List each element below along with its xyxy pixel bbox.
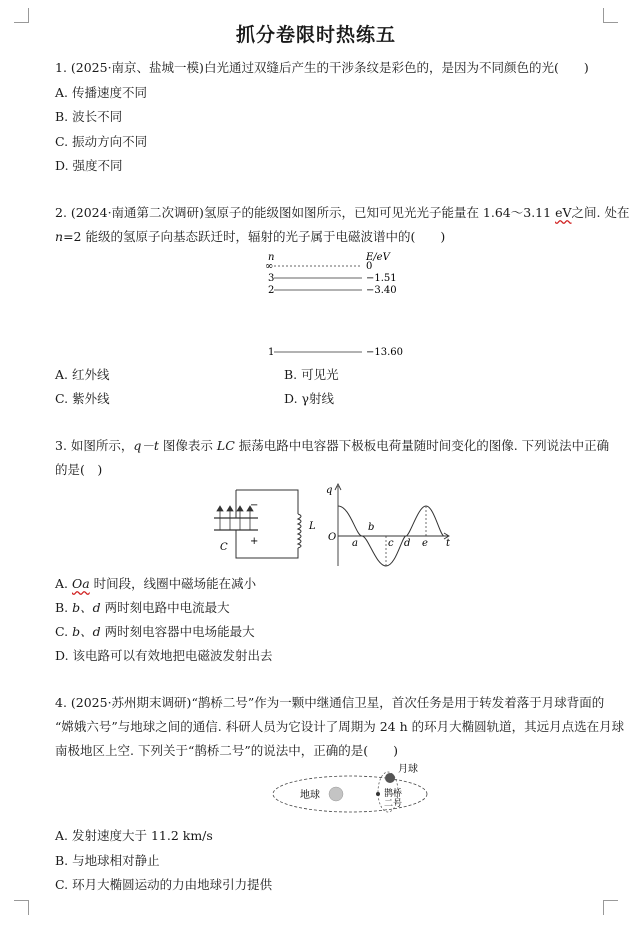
q3-qt-symbol: q－t xyxy=(133,438,159,453)
level-e-2: −3.40 xyxy=(366,285,397,296)
q4-stem-line3: 南极地区上空. 下列关于“鹊桥二号”的说法中，正确的是( ) xyxy=(55,743,398,758)
point-a: a xyxy=(352,538,358,549)
q4-option-c: C. 环月大椭圆运动的力由地球引力提供 xyxy=(55,877,273,892)
earth-icon xyxy=(329,787,343,801)
moon-label: 月球 xyxy=(398,764,418,775)
earth-orbit xyxy=(273,776,427,812)
q3-option-a xyxy=(55,574,256,592)
q2-option-b: B. 可见光 xyxy=(284,367,339,382)
q1-option-b: B. 波长不同 xyxy=(55,109,123,124)
q2-option-a: A. 红外线 xyxy=(55,367,110,382)
point-e: e xyxy=(422,538,428,549)
satellite-label-2: 二号 xyxy=(384,799,403,809)
q3-option-b xyxy=(55,598,230,616)
q4-option-b: B. 与地球相对静止 xyxy=(55,853,160,868)
circuit-wire xyxy=(236,490,298,558)
q2-option-d: D. γ射线 xyxy=(284,391,334,406)
q1-stem: 1. (2025·南京、盐城一模)白光通过双缝后产生的干涉条纹是彩色的，是因为不同颜色的光( ) xyxy=(55,60,589,75)
q2-stem-line2 xyxy=(55,227,445,245)
t-axis-label: t xyxy=(446,538,451,549)
q2-n-symbol: n xyxy=(55,229,64,244)
satellite-icon xyxy=(376,792,380,796)
q3-stem-line1 xyxy=(55,436,609,454)
q3-option-c-letter: C. xyxy=(55,624,73,639)
q3-stem-mid: 图像表示 xyxy=(158,438,217,453)
q3-stem-line2: 的是( ) xyxy=(55,462,103,477)
q1-option-c: C. 振动方向不同 xyxy=(55,134,148,149)
q1-option-a: A. 传播速度不同 xyxy=(55,85,147,100)
q2-unit-ev: eV xyxy=(555,205,572,220)
energy-level-diagram xyxy=(262,250,412,362)
q3-option-b-letter: B. xyxy=(55,600,73,615)
q4-stem-line1: 4. (2025·苏州期末调研)“鹊桥二号”作为一颗中继通信卫星，首次任务是用于转发着落于月球背面的 xyxy=(55,695,605,710)
crop-mark-bottom-right xyxy=(603,900,618,915)
q3-option-a-text: 时间段，线圈中磁场能在减小 xyxy=(89,576,257,591)
q3-option-c-symbol: b、d xyxy=(72,624,101,639)
level-n-3: 3 xyxy=(268,273,275,284)
q-axis-label: q xyxy=(326,485,333,496)
q3-stem-tail: 振荡电路中电容器下极板电荷量随时间变化的图像. 下列说法中正确 xyxy=(234,438,610,453)
q2-option-c: C. 紫外线 xyxy=(55,391,110,406)
level-n-2: 2 xyxy=(268,285,275,296)
q3-stem-text: 3. 如图所示， xyxy=(55,438,134,453)
lc-circuit-figure xyxy=(210,480,460,568)
origin-label: O xyxy=(328,532,337,543)
energy-n-header: n xyxy=(268,252,275,263)
q2-stem-line1 xyxy=(55,203,629,221)
q2-stem-tail: 之间. 处在 xyxy=(571,205,630,220)
q3-option-a-letter: A. xyxy=(55,576,72,591)
q4-option-a: A. 发射速度大于 11.2 km/s xyxy=(55,828,213,843)
page-title: 抓分卷限时热练五 xyxy=(235,24,396,46)
earth-label: 地球 xyxy=(300,790,320,801)
inductor-label: L xyxy=(309,521,316,532)
level-e-3: −1.51 xyxy=(366,273,397,284)
q3-option-c-text: 两时刻电容器中电场能最大 xyxy=(100,624,255,639)
capacitor-plus: + xyxy=(250,536,259,547)
point-b: b xyxy=(368,522,375,533)
q2-stem-text: 2. (2024·南通第二次调研)氢原子的能级图如图所示，已知可见光光子能量在 1.64～3.11 xyxy=(55,205,556,220)
point-d: d xyxy=(404,538,411,549)
point-c: c xyxy=(388,538,394,549)
q3-lc-symbol: LC xyxy=(216,438,235,453)
q3-option-a-symbol: Oa xyxy=(71,576,90,591)
level-e-inf: 0 xyxy=(366,261,373,272)
q3-option-d-text: 该电路可以有效地把电磁波发射出去 xyxy=(72,648,273,663)
q3-option-d-letter: D. xyxy=(55,648,73,663)
capacitor-label: C xyxy=(220,542,228,553)
level-n-inf: ∞ xyxy=(265,261,274,272)
q4-stem-line2: “嫦娥六号”与地球之间的通信. 科研人员为它设计了周期为 24 h 的环月大椭圆轨道，其远月点选在月球 xyxy=(55,719,625,734)
level-n-1: 1 xyxy=(268,347,275,358)
orbit-figure xyxy=(270,762,440,818)
q3-option-d xyxy=(55,646,273,664)
energy-e-header: E/eV xyxy=(366,252,390,263)
q3-option-b-symbol: b、d xyxy=(72,600,101,615)
moon-icon xyxy=(385,773,395,783)
satellite-label-1: 鹊桥 xyxy=(384,789,403,799)
crop-mark-bottom-left xyxy=(14,900,29,915)
q1-option-d: D. 强度不同 xyxy=(55,158,123,173)
q3-option-c xyxy=(55,622,255,640)
q3-option-b-text: 两时刻电路中电流最大 xyxy=(100,600,230,615)
inductor-coil xyxy=(298,514,301,548)
capacitor-minus: − xyxy=(250,500,259,511)
q2-stem-rest: =2 能级的氢原子向基态跃迁时，辐射的光子属于电磁波谱中的( ) xyxy=(63,229,446,244)
level-e-1: −13.60 xyxy=(366,347,404,358)
